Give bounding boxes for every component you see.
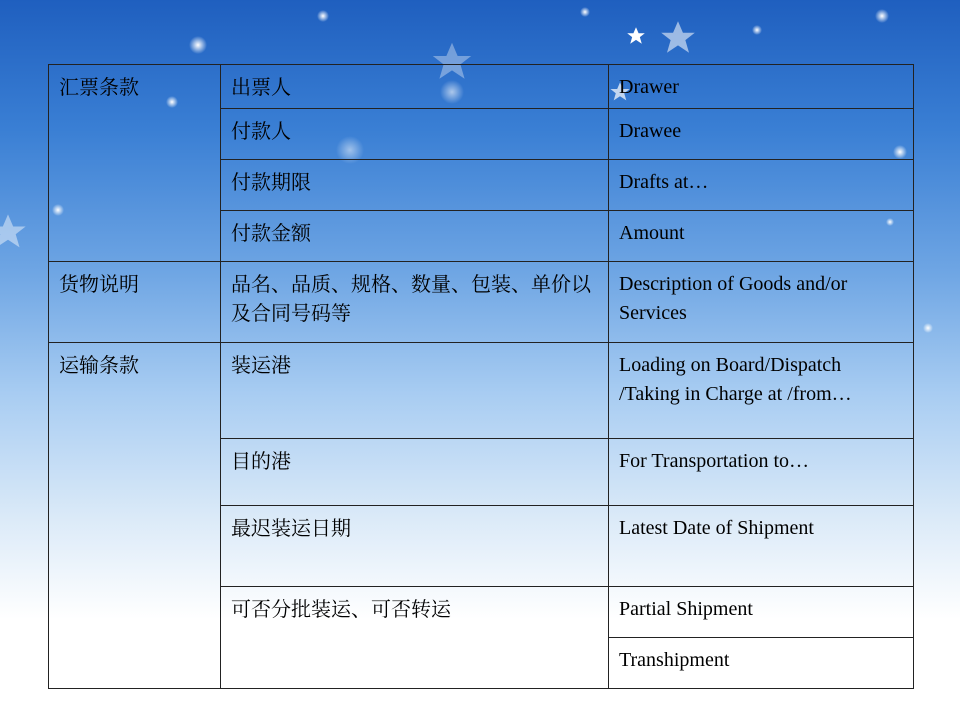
term-cell: Drawer [609, 65, 914, 109]
term-cell: Latest Date of Shipment [609, 506, 914, 587]
item-cell: 付款期限 [221, 160, 609, 211]
category-cell: 运输条款 [49, 343, 221, 689]
item-cell: 可否分批装运、可否转运 [221, 587, 609, 689]
table-row [49, 262, 914, 343]
lc-terms-table [48, 64, 914, 689]
term-cell: Loading on Board/Dispatch /Taking in Charge at /from… [609, 343, 914, 439]
item-cell: 品名、品质、规格、数量、包装、单价以及合同号码等 [221, 262, 609, 343]
term-cell: Drawee [609, 109, 914, 160]
table-row [49, 343, 914, 439]
term-cell: Partial Shipment [609, 587, 914, 638]
item-cell: 装运港 [221, 343, 609, 439]
item-cell: 最迟装运日期 [221, 506, 609, 587]
term-cell: Description of Goods and/or Services [609, 262, 914, 343]
item-cell: 目的港 [221, 439, 609, 506]
term-cell: For Transportation to… [609, 439, 914, 506]
item-cell: 付款人 [221, 109, 609, 160]
term-cell: Transhipment [609, 638, 914, 689]
term-cell: Drafts at… [609, 160, 914, 211]
item-cell: 付款金额 [221, 211, 609, 262]
category-cell: 货物说明 [49, 262, 221, 343]
category-cell: 汇票条款 [49, 65, 221, 262]
term-cell: Amount [609, 211, 914, 262]
item-cell: 出票人 [221, 65, 609, 109]
table-row [49, 65, 914, 109]
